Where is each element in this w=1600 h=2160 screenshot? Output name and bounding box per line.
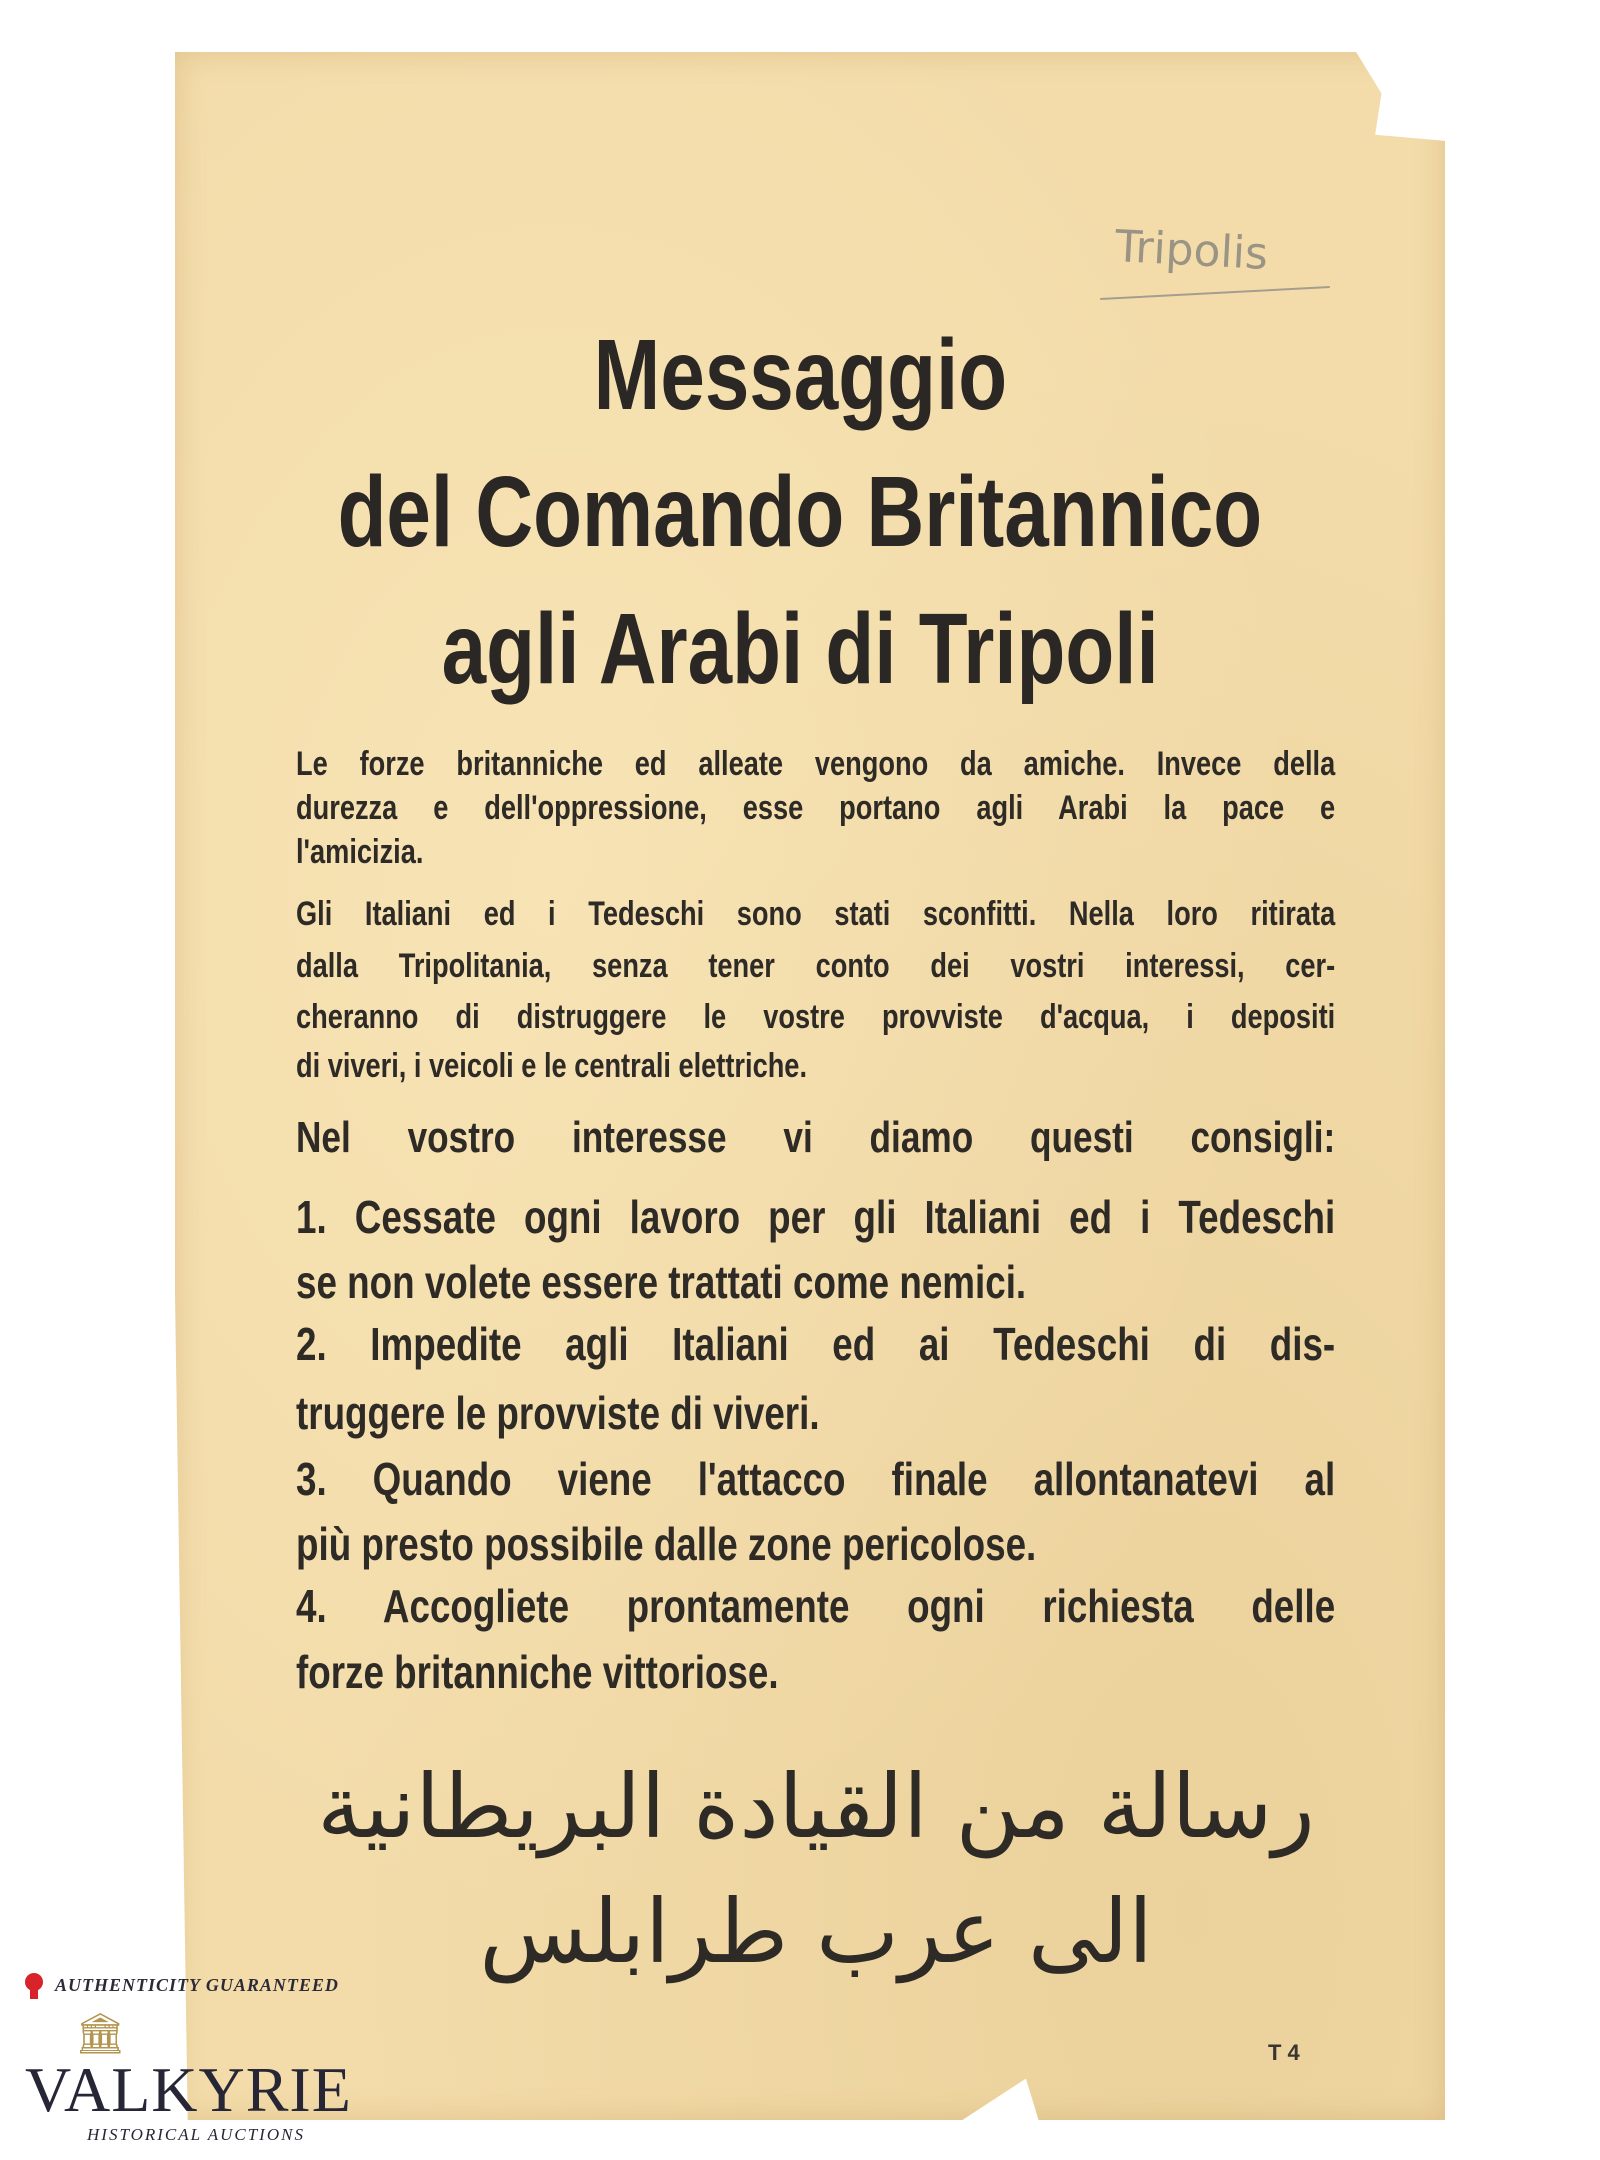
brand-subtitle: HISTORICAL AUCTIONS xyxy=(87,2125,305,2144)
paragraph-2-line: dalla Tripolitania, senza tener conto dei vostri interessi, cer- xyxy=(296,947,1336,985)
paragraph-2-line: cheranno di distruggere le vostre provviste d'acqua, i depositi xyxy=(296,998,1336,1036)
arabic-title-line-2: الى عرب طرابلس xyxy=(479,1880,1153,1983)
paragraph-1-line: Le forze britanniche ed alleate vengono da amiche. Invece della xyxy=(296,745,1336,783)
title-line-1: Messaggio xyxy=(593,319,1007,431)
paragraph-2-line: di viveri, i veicoli e le centrali elettriche. xyxy=(296,1047,807,1085)
advice-line: 3. Quando viene l'attacco finale allontanatevi al xyxy=(296,1453,1336,1505)
advice-line: 4. Accogliete prontamente ogni richiesta delle xyxy=(296,1580,1336,1632)
advice-line: più presto possibile dalle zone pericolose. xyxy=(296,1518,1037,1570)
paragraph-1-line: l'amicizia. xyxy=(296,833,424,871)
ribbon-icon xyxy=(25,1973,43,1991)
temple-icon: 🏛 xyxy=(75,2012,126,2056)
advice-line: se non volete essere trattati come nemici. xyxy=(296,1256,1027,1308)
advice-line: 1. Cessate ogni lavoro per gli Italiani ed i Tedeschi xyxy=(296,1191,1336,1243)
title-line-2: del Comando Britannico xyxy=(337,456,1263,568)
title-line-3: agli Arabi di Tripoli xyxy=(441,593,1159,705)
arabic-title-line-1: رسالة من القيادة البريطانية xyxy=(317,1755,1315,1858)
authenticity-badge: AUTHENTICITY GUARANTEED xyxy=(55,1975,339,1995)
brand-name: VALKYRIE xyxy=(25,2054,352,2125)
advice-line: truggere le provviste di viveri. xyxy=(296,1387,820,1439)
advice-line: 2. Impedite agli Italiani ed ai Tedeschi di dis- xyxy=(296,1318,1336,1370)
print-code: T 4 xyxy=(1268,2040,1300,2065)
paragraph-1-line: durezza e dell'oppressione, esse portano agli Arabi la pace e xyxy=(296,789,1336,827)
advice-heading: Nel vostro interesse vi diamo questi consigli: xyxy=(296,1113,1336,1162)
paragraph-2-line: Gli Italiani ed i Tedeschi sono stati sconfitti. Nella loro ritirata xyxy=(296,895,1336,933)
advice-line: forze britanniche vittoriose. xyxy=(296,1646,779,1698)
handwritten-note: Tripolis xyxy=(1113,221,1270,280)
